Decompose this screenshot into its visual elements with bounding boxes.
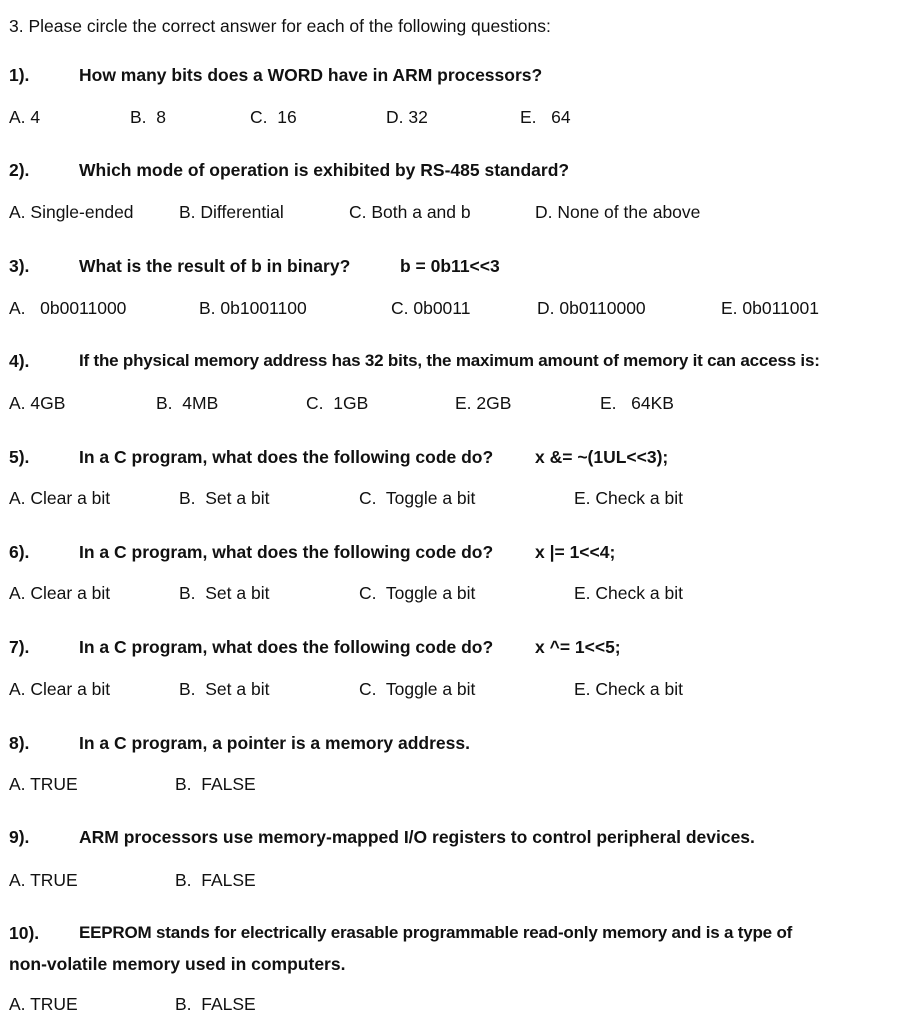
q6-option-e[interactable]: E. Check a bit (574, 583, 683, 603)
question-6-text: In a C program, what does the following code do? (79, 542, 494, 562)
q1-option-c[interactable]: C. 16 (250, 107, 297, 127)
question-9-number: 9). (9, 827, 30, 847)
question-7-number: 7). (9, 637, 30, 657)
q3-option-a[interactable]: A. 0b0011000 (9, 298, 127, 318)
question-7-code: x ^= 1<<5; (535, 637, 621, 657)
q3-option-c[interactable]: C. 0b0011 (391, 298, 471, 318)
question-10-text: EEPROM stands for electrically erasable programmable read-only memory and is a type of (79, 923, 793, 942)
q5-option-a[interactable]: A. Clear a bit (9, 488, 111, 508)
question-2-text: Which mode of operation is exhibited by RS-485 standard? (79, 160, 570, 180)
q7-option-c[interactable]: C. Toggle a bit (359, 679, 476, 699)
q8-option-b[interactable]: B. FALSE (175, 774, 256, 794)
question-8-number: 8). (9, 733, 30, 753)
q8-option-a[interactable]: A. TRUE (9, 774, 78, 794)
q4-option-e[interactable]: E. 64KB (600, 393, 674, 413)
q4-option-a[interactable]: A. 4GB (9, 393, 66, 413)
question-9-text: ARM processors use memory-mapped I/O registers to control peripheral devices. (79, 827, 755, 847)
question-10-text-line2: non-volatile memory used in computers. (9, 954, 346, 974)
q1-option-d[interactable]: D. 32 (386, 107, 428, 127)
q4-option-b[interactable]: B. 4MB (156, 393, 219, 413)
question-4-number: 4). (9, 351, 30, 371)
question-5-text: In a C program, what does the following code do? (79, 447, 494, 467)
q5-option-e[interactable]: E. Check a bit (574, 488, 683, 508)
instructions: 3. Please circle the correct answer for each of the following questions: (9, 16, 551, 36)
q6-option-c[interactable]: C. Toggle a bit (359, 583, 476, 603)
q10-option-b[interactable]: B. FALSE (175, 994, 256, 1014)
q6-option-a[interactable]: A. Clear a bit (9, 583, 111, 603)
q2-option-a[interactable]: A. Single-ended (9, 202, 134, 222)
question-5-number: 5). (9, 447, 30, 467)
question-1-number: 1). (9, 65, 30, 85)
q6-option-b[interactable]: B. Set a bit (179, 583, 270, 603)
question-4-text: If the physical memory address has 32 bits, the maximum amount of memory it can access is: (79, 351, 820, 370)
question-1-text: How many bits does a WORD have in ARM processors? (79, 65, 543, 85)
q5-option-c[interactable]: C. Toggle a bit (359, 488, 476, 508)
q7-option-b[interactable]: B. Set a bit (179, 679, 270, 699)
q3-option-e[interactable]: E. 0b011001 (721, 298, 819, 318)
q1-option-b[interactable]: B. 8 (130, 107, 166, 127)
question-5-code: x &= ~(1UL<<3); (535, 447, 669, 467)
q9-option-b[interactable]: B. FALSE (175, 870, 256, 890)
question-6-code: x |= 1<<4; (535, 542, 616, 562)
question-3-code: b = 0b11<<3 (400, 256, 500, 276)
q2-option-b[interactable]: B. Differential (179, 202, 284, 222)
question-10-number: 10). (9, 923, 40, 943)
question-2-number: 2). (9, 160, 30, 180)
question-8-text: In a C program, a pointer is a memory address. (79, 733, 470, 753)
q4-option-c[interactable]: C. 1GB (306, 393, 369, 413)
question-3-number: 3). (9, 256, 30, 276)
q7-option-a[interactable]: A. Clear a bit (9, 679, 111, 699)
question-3-text: What is the result of b in binary? (79, 256, 351, 276)
q2-option-d[interactable]: D. None of the above (535, 202, 701, 222)
q7-option-e[interactable]: E. Check a bit (574, 679, 683, 699)
q9-option-a[interactable]: A. TRUE (9, 870, 78, 890)
q4-option-d[interactable]: E. 2GB (455, 393, 512, 413)
q3-option-b[interactable]: B. 0b1001100 (199, 298, 307, 318)
question-6-number: 6). (9, 542, 30, 562)
q2-option-c[interactable]: C. Both a and b (349, 202, 471, 222)
q5-option-b[interactable]: B. Set a bit (179, 488, 270, 508)
q3-option-d[interactable]: D. 0b0110000 (537, 298, 646, 318)
q1-option-e[interactable]: E. 64 (520, 107, 571, 127)
q10-option-a[interactable]: A. TRUE (9, 994, 78, 1014)
question-7-text: In a C program, what does the following code do? (79, 637, 494, 657)
q1-option-a[interactable]: A. 4 (9, 107, 41, 127)
